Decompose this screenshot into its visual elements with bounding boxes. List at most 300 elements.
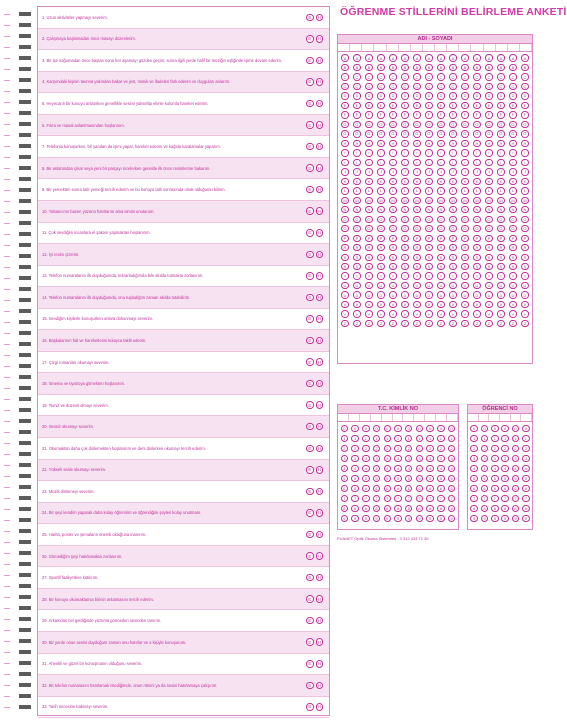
letter-bubble[interactable]: E [425,102,432,109]
digit-bubble[interactable]: 7 [362,495,369,502]
digit-bubble[interactable]: 5 [470,475,477,482]
entry-cell[interactable] [382,414,393,421]
letter-bubble[interactable]: J [365,168,372,175]
letter-bubble[interactable]: G [473,121,480,128]
digit-bubble[interactable]: 2 [416,445,423,452]
entry-cell[interactable] [484,44,496,51]
answer-bubble-h[interactable]: H [316,337,324,345]
letter-bubble[interactable]: M [437,197,444,204]
letter-bubble[interactable]: Ö [341,225,348,232]
letter-bubble[interactable]: G [425,121,432,128]
answer-bubble-e[interactable]: E [306,14,314,22]
entry-cell[interactable] [399,44,411,51]
answer-bubble-h[interactable]: H [316,35,324,43]
letter-bubble[interactable]: U [509,282,516,289]
letter-bubble[interactable]: N [485,206,492,213]
digit-bubble[interactable]: 2 [512,445,519,452]
letter-bubble[interactable]: O [509,216,516,223]
digit-bubble[interactable]: 0 [384,425,391,432]
letter-bubble[interactable]: T [353,272,360,279]
letter-bubble[interactable]: C [461,73,468,80]
letter-bubble[interactable]: M [521,197,528,204]
letter-bubble[interactable]: H [497,140,504,147]
answer-bubble-h[interactable]: H [316,229,324,237]
letter-bubble[interactable]: E [509,102,516,109]
letter-bubble[interactable]: G [509,121,516,128]
letter-bubble[interactable]: F [389,111,396,118]
letter-bubble[interactable]: B [461,64,468,71]
digit-bubble[interactable]: 1 [437,435,444,442]
digit-bubble[interactable]: 5 [362,475,369,482]
letter-bubble[interactable]: S [377,254,384,261]
letter-bubble[interactable]: Y [473,310,480,317]
letter-bubble[interactable]: D [509,92,516,99]
letter-bubble[interactable]: T [365,272,372,279]
letter-bubble[interactable]: D [425,92,432,99]
letter-bubble[interactable]: İ [377,159,384,166]
digit-bubble[interactable]: 8 [522,505,529,512]
digit-bubble[interactable]: 9 [491,515,498,522]
letter-bubble[interactable]: Ş [497,263,504,270]
digit-bubble[interactable]: 4 [481,465,488,472]
answer-bubble-e[interactable]: E [306,682,314,690]
letter-bubble[interactable]: J [425,168,432,175]
digit-bubble[interactable]: 5 [522,475,529,482]
letter-bubble[interactable]: O [341,216,348,223]
digit-bubble[interactable]: 3 [426,455,433,462]
letter-bubble[interactable]: L [461,187,468,194]
digit-bubble[interactable]: 2 [384,445,391,452]
letter-bubble[interactable]: Y [353,310,360,317]
letter-bubble[interactable]: D [497,92,504,99]
letter-bubble[interactable]: N [461,206,468,213]
digit-bubble[interactable]: 9 [384,515,391,522]
letter-bubble[interactable]: T [461,272,468,279]
letter-bubble[interactable]: F [377,111,384,118]
answer-bubble-e[interactable]: E [306,488,314,496]
digit-bubble[interactable]: 0 [426,425,433,432]
digit-bubble[interactable]: 0 [362,425,369,432]
digit-bubble[interactable]: 0 [481,425,488,432]
letter-bubble[interactable]: L [425,187,432,194]
letter-bubble[interactable]: F [485,111,492,118]
digit-bubble[interactable]: 9 [470,515,477,522]
digit-bubble[interactable]: 6 [481,485,488,492]
letter-bubble[interactable]: E [389,102,396,109]
letter-bubble[interactable]: K [365,178,372,185]
digit-bubble[interactable]: 5 [512,475,519,482]
digit-bubble[interactable]: 2 [426,445,433,452]
letter-bubble[interactable]: U [497,282,504,289]
letter-bubble[interactable]: J [509,168,516,175]
letter-bubble[interactable]: R [425,244,432,251]
digit-bubble[interactable]: 2 [448,445,455,452]
letter-bubble[interactable]: C [389,73,396,80]
letter-bubble[interactable]: D [377,92,384,99]
letter-bubble[interactable]: Ğ [473,130,480,137]
letter-bubble[interactable]: K [413,178,420,185]
digit-bubble[interactable]: 6 [501,485,508,492]
letter-bubble[interactable]: V [497,301,504,308]
letter-bubble[interactable]: N [449,206,456,213]
letter-bubble[interactable]: E [413,102,420,109]
digit-bubble[interactable]: 8 [341,505,348,512]
letter-bubble[interactable]: H [509,140,516,147]
letter-bubble[interactable]: Ç [353,83,360,90]
digit-bubble[interactable]: 7 [394,495,401,502]
letter-bubble[interactable]: L [413,187,420,194]
answer-bubble-e[interactable]: E [306,358,314,366]
letter-bubble[interactable]: D [353,92,360,99]
letter-bubble[interactable]: P [413,235,420,242]
letter-bubble[interactable]: G [521,121,528,128]
letter-bubble[interactable]: O [521,216,528,223]
letter-bubble[interactable]: R [521,244,528,251]
letter-bubble[interactable]: P [341,235,348,242]
letter-bubble[interactable]: Z [509,320,516,327]
entry-cell[interactable] [349,414,360,421]
answer-bubble-h[interactable]: H [316,466,324,474]
entry-cell[interactable] [489,414,500,421]
digit-bubble[interactable]: 6 [437,485,444,492]
letter-bubble[interactable]: A [509,54,516,61]
letter-bubble[interactable]: İ [521,159,528,166]
letter-bubble[interactable]: U [377,282,384,289]
letter-bubble[interactable]: İ [497,159,504,166]
digit-bubble[interactable]: 9 [362,515,369,522]
letter-bubble[interactable]: B [341,64,348,71]
answer-bubble-h[interactable]: H [316,207,324,215]
entry-cell[interactable] [414,414,425,421]
letter-bubble[interactable]: H [461,140,468,147]
letter-bubble[interactable]: C [413,73,420,80]
digit-bubble[interactable]: 0 [491,425,498,432]
letter-bubble[interactable]: Ş [377,263,384,270]
digit-bubble[interactable]: 2 [522,445,529,452]
digit-bubble[interactable]: 0 [448,425,455,432]
letter-bubble[interactable]: R [497,244,504,251]
letter-bubble[interactable]: D [341,92,348,99]
letter-bubble[interactable]: Z [461,320,468,327]
digit-bubble[interactable]: 1 [481,435,488,442]
digit-bubble[interactable]: 4 [448,465,455,472]
letter-bubble[interactable]: H [485,140,492,147]
letter-bubble[interactable]: U [437,282,444,289]
letter-bubble[interactable]: Ü [509,291,516,298]
letter-bubble[interactable]: U [425,282,432,289]
letter-bubble[interactable]: Ç [377,83,384,90]
letter-bubble[interactable]: Ğ [461,130,468,137]
letter-bubble[interactable]: P [521,235,528,242]
digit-bubble[interactable]: 6 [470,485,477,492]
letter-bubble[interactable]: Z [473,320,480,327]
letter-bubble[interactable]: R [401,244,408,251]
letter-bubble[interactable]: K [509,178,516,185]
letter-bubble[interactable]: O [485,216,492,223]
letter-bubble[interactable]: Ö [401,225,408,232]
letter-bubble[interactable]: G [449,121,456,128]
answer-bubble-e[interactable]: E [306,294,314,302]
letter-bubble[interactable]: E [365,102,372,109]
letter-bubble[interactable]: Ğ [377,130,384,137]
digit-bubble[interactable]: 7 [522,495,529,502]
answer-bubble-e[interactable]: E [306,100,314,108]
digit-bubble[interactable]: 5 [437,475,444,482]
letter-bubble[interactable]: B [353,64,360,71]
letter-bubble[interactable]: V [425,301,432,308]
letter-bubble[interactable]: V [353,301,360,308]
letter-bubble[interactable]: H [449,140,456,147]
letter-bubble[interactable]: O [425,216,432,223]
letter-bubble[interactable]: B [365,64,372,71]
letter-bubble[interactable]: Ğ [401,130,408,137]
answer-bubble-e[interactable]: E [306,57,314,65]
letter-bubble[interactable]: P [509,235,516,242]
letter-bubble[interactable]: Y [377,310,384,317]
letter-bubble[interactable]: T [473,272,480,279]
digit-bubble[interactable]: 2 [362,445,369,452]
digit-bubble[interactable]: 6 [394,485,401,492]
letter-bubble[interactable]: Ğ [485,130,492,137]
digit-bubble[interactable]: 1 [405,435,412,442]
digit-bubble[interactable]: 3 [416,455,423,462]
entry-cell[interactable] [468,414,479,421]
letter-bubble[interactable]: Ç [485,83,492,90]
letter-bubble[interactable]: C [353,73,360,80]
letter-bubble[interactable]: Z [497,320,504,327]
letter-bubble[interactable]: A [437,54,444,61]
digit-bubble[interactable]: 7 [405,495,412,502]
letter-bubble[interactable]: V [437,301,444,308]
digit-bubble[interactable]: 1 [470,435,477,442]
letter-bubble[interactable]: O [401,216,408,223]
letter-bubble[interactable]: Ğ [449,130,456,137]
digit-bubble[interactable]: 5 [405,475,412,482]
letter-bubble[interactable]: D [449,92,456,99]
digit-bubble[interactable]: 8 [362,505,369,512]
letter-bubble[interactable]: İ [389,159,396,166]
digit-bubble[interactable]: 6 [416,485,423,492]
letter-bubble[interactable]: Ç [341,83,348,90]
answer-bubble-h[interactable]: H [316,315,324,323]
digit-bubble[interactable]: 6 [362,485,369,492]
digit-bubble[interactable]: 3 [512,455,519,462]
answer-bubble-h[interactable]: H [316,164,324,172]
letter-bubble[interactable]: Y [413,310,420,317]
letter-bubble[interactable]: P [449,235,456,242]
letter-bubble[interactable]: M [485,197,492,204]
letter-bubble[interactable]: Ü [401,291,408,298]
letter-bubble[interactable]: İ [461,159,468,166]
digit-bubble[interactable]: 0 [416,425,423,432]
letter-bubble[interactable]: Z [413,320,420,327]
letter-bubble[interactable]: O [413,216,420,223]
letter-bubble[interactable]: R [341,244,348,251]
digit-bubble[interactable]: 8 [426,505,433,512]
letter-bubble[interactable]: Y [449,310,456,317]
letter-bubble[interactable]: K [449,178,456,185]
letter-bubble[interactable]: R [509,244,516,251]
letter-bubble[interactable]: O [389,216,396,223]
digit-bubble[interactable]: 1 [394,435,401,442]
letter-bubble[interactable]: Ş [413,263,420,270]
letter-bubble[interactable]: G [437,121,444,128]
letter-bubble[interactable]: L [365,187,372,194]
answer-bubble-h[interactable]: H [316,272,324,280]
letter-bubble[interactable]: V [449,301,456,308]
letter-bubble[interactable]: T [401,272,408,279]
digit-bubble[interactable]: 9 [416,515,423,522]
letter-bubble[interactable]: Ç [449,83,456,90]
letter-bubble[interactable]: R [353,244,360,251]
letter-bubble[interactable]: N [377,206,384,213]
digit-bubble[interactable]: 3 [362,455,369,462]
letter-bubble[interactable]: Ç [389,83,396,90]
letter-bubble[interactable]: O [449,216,456,223]
answer-bubble-h[interactable]: H [316,78,324,86]
letter-bubble[interactable]: S [461,254,468,261]
letter-bubble[interactable]: Ü [497,291,504,298]
letter-bubble[interactable]: P [437,235,444,242]
letter-bubble[interactable]: S [413,254,420,261]
letter-bubble[interactable]: D [365,92,372,99]
letter-bubble[interactable]: Ğ [389,130,396,137]
letter-bubble[interactable]: K [437,178,444,185]
answer-bubble-e[interactable]: E [306,229,314,237]
letter-bubble[interactable]: H [353,140,360,147]
letter-bubble[interactable]: Ğ [365,130,372,137]
answer-bubble-e[interactable]: E [306,272,314,280]
digit-bubble[interactable]: 9 [437,515,444,522]
letter-bubble[interactable]: Ğ [341,130,348,137]
digit-bubble[interactable]: 6 [491,485,498,492]
letter-bubble[interactable]: Ö [365,225,372,232]
letter-bubble[interactable]: N [365,206,372,213]
letter-bubble[interactable]: U [341,282,348,289]
letter-bubble[interactable]: K [461,178,468,185]
letter-bubble[interactable]: İ [365,159,372,166]
digit-bubble[interactable]: 5 [491,475,498,482]
letter-bubble[interactable]: T [425,272,432,279]
letter-bubble[interactable]: R [389,244,396,251]
letter-bubble[interactable]: Ü [437,291,444,298]
letter-bubble[interactable]: Ö [449,225,456,232]
letter-bubble[interactable]: Y [437,310,444,317]
letter-bubble[interactable]: I [509,149,516,156]
letter-bubble[interactable]: V [377,301,384,308]
answer-bubble-e[interactable]: E [306,164,314,172]
letter-bubble[interactable]: P [365,235,372,242]
digit-bubble[interactable]: 5 [416,475,423,482]
letter-bubble[interactable]: L [485,187,492,194]
letter-bubble[interactable]: D [473,92,480,99]
letter-bubble[interactable]: C [365,73,372,80]
answer-bubble-h[interactable]: H [316,595,324,603]
letter-bubble[interactable]: İ [509,159,516,166]
letter-bubble[interactable]: F [341,111,348,118]
digit-bubble[interactable]: 5 [448,475,455,482]
entry-cell[interactable] [393,414,404,421]
answer-bubble-e[interactable]: E [306,207,314,215]
digit-bubble[interactable]: 8 [491,505,498,512]
letter-bubble[interactable]: R [377,244,384,251]
tc-entry-row[interactable] [338,414,458,422]
digit-bubble[interactable]: 4 [512,465,519,472]
letter-bubble[interactable]: K [377,178,384,185]
letter-bubble[interactable]: İ [425,159,432,166]
letter-bubble[interactable]: A [353,54,360,61]
digit-bubble[interactable]: 9 [351,515,358,522]
letter-bubble[interactable]: B [509,64,516,71]
letter-bubble[interactable]: G [413,121,420,128]
letter-bubble[interactable]: İ [353,159,360,166]
letter-bubble[interactable]: G [497,121,504,128]
letter-bubble[interactable]: H [425,140,432,147]
letter-bubble[interactable]: Ö [437,225,444,232]
letter-bubble[interactable]: Ğ [353,130,360,137]
answer-bubble-h[interactable]: H [316,445,324,453]
letter-bubble[interactable]: M [377,197,384,204]
letter-bubble[interactable]: Ü [413,291,420,298]
letter-bubble[interactable]: Ö [485,225,492,232]
letter-bubble[interactable]: Y [461,310,468,317]
digit-bubble[interactable]: 1 [373,435,380,442]
letter-bubble[interactable]: S [473,254,480,261]
entry-cell[interactable] [371,414,382,421]
letter-bubble[interactable]: J [485,168,492,175]
letter-bubble[interactable]: Ç [521,83,528,90]
letter-bubble[interactable]: R [449,244,456,251]
letter-bubble[interactable]: G [485,121,492,128]
letter-bubble[interactable]: S [353,254,360,261]
letter-bubble[interactable]: S [485,254,492,261]
answer-bubble-e[interactable]: E [306,574,314,582]
answer-bubble-h[interactable]: H [316,488,324,496]
entry-cell[interactable] [447,414,458,421]
letter-bubble[interactable]: Z [521,320,528,327]
letter-bubble[interactable]: Ü [365,291,372,298]
letter-bubble[interactable]: F [473,111,480,118]
digit-bubble[interactable]: 6 [512,485,519,492]
letter-bubble[interactable]: P [497,235,504,242]
digit-bubble[interactable]: 4 [373,465,380,472]
digit-bubble[interactable]: 3 [405,455,412,462]
entry-cell[interactable] [425,414,436,421]
letter-bubble[interactable]: R [365,244,372,251]
entry-cell[interactable] [459,44,471,51]
letter-bubble[interactable]: T [509,272,516,279]
letter-bubble[interactable]: L [521,187,528,194]
answer-bubble-h[interactable]: H [316,531,324,539]
digit-bubble[interactable]: 4 [470,465,477,472]
letter-bubble[interactable]: U [449,282,456,289]
letter-bubble[interactable]: E [497,102,504,109]
letter-bubble[interactable]: E [521,102,528,109]
letter-bubble[interactable]: İ [473,159,480,166]
letter-bubble[interactable]: A [389,54,396,61]
digit-bubble[interactable]: 9 [341,515,348,522]
letter-bubble[interactable]: P [401,235,408,242]
letter-bubble[interactable]: V [401,301,408,308]
entry-cell[interactable] [471,44,483,51]
letter-bubble[interactable]: I [449,149,456,156]
digit-bubble[interactable]: 3 [394,455,401,462]
letter-bubble[interactable]: K [497,178,504,185]
letter-bubble[interactable]: I [401,149,408,156]
letter-bubble[interactable]: T [413,272,420,279]
letter-bubble[interactable]: Ü [341,291,348,298]
letter-bubble[interactable]: Ş [401,263,408,270]
